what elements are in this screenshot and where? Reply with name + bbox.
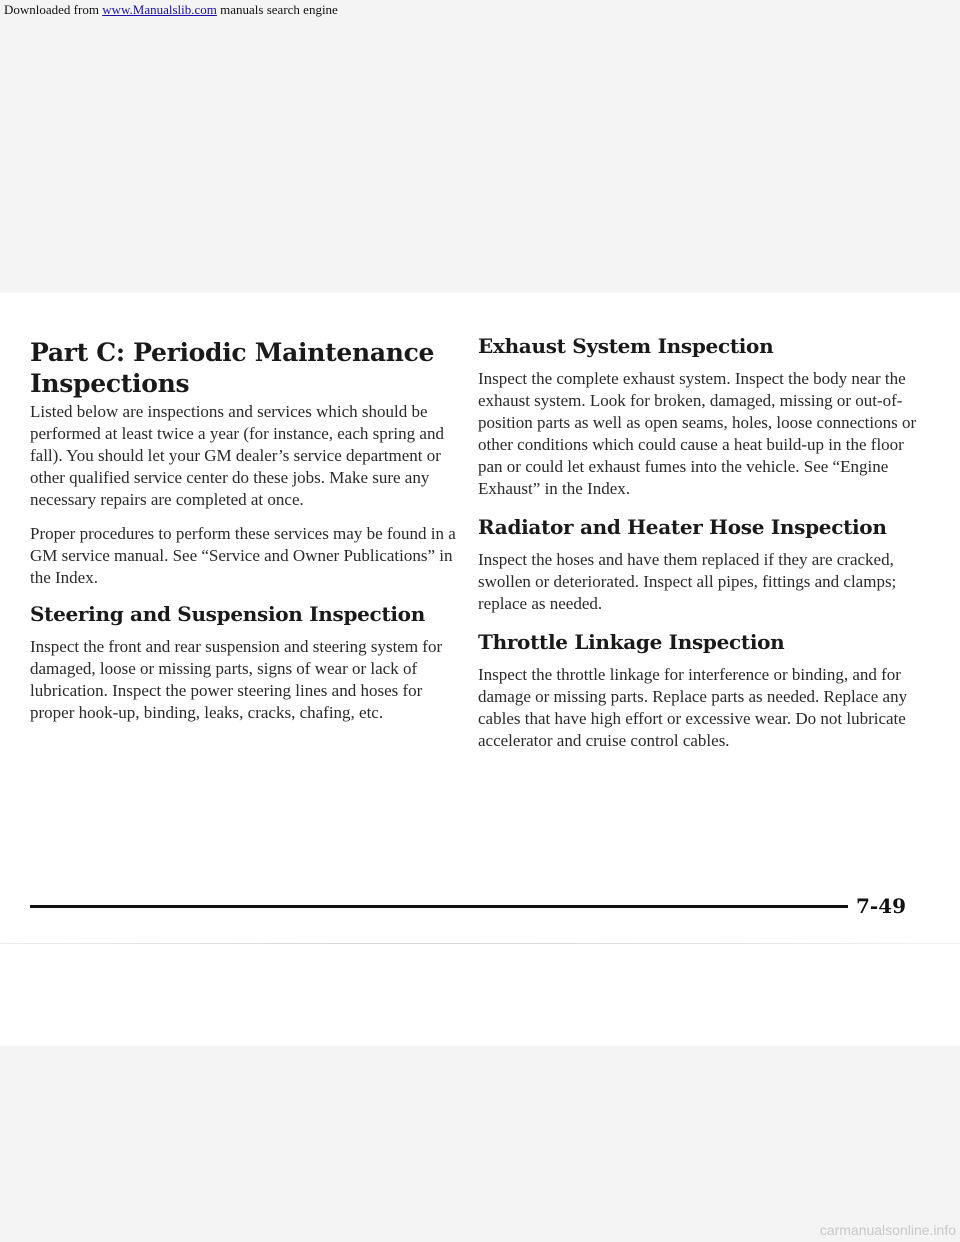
- throttle-section-body: Inspect the throttle linkage for interference or binding, and for damage or missing parts. Replace parts as needed. Replace any cables that have high effort or excessive wear. Do not lubricate accelerator and cruise control cables.: [478, 665, 908, 750]
- part-title: Part C: Periodic Maintenance Inspections: [30, 338, 435, 398]
- intro-paragraph-2: Proper procedures to perform these services may be found in a GM service manual. See “Service and Owner Publications” in the Index.: [30, 524, 456, 587]
- steering-section-title: Steering and Suspension Inspection: [30, 602, 425, 626]
- footer-rule: [30, 905, 848, 908]
- download-banner: [0, 0, 960, 20]
- throttle-section-title: Throttle Linkage Inspection: [478, 630, 785, 654]
- steering-section-body: Inspect the front and rear suspension and steering system for damaged, loose or missing parts, signs of wear or lack of lubrication. Inspect the power steering lines and hoses for proper hook-up, binding, leaks, cracks, chafing, etc.: [30, 637, 443, 722]
- exhaust-section-body: Inspect the complete exhaust system. Inspect the body near the exhaust system. Look for broken, damaged, missing or out-of-position parts as well as open seams, holes, loose connections or other conditions which could cause a heat build-up in the floor pan or could let exhaust fumes into the vehicle. See “Engine Exhaust” in the Index.: [478, 369, 917, 498]
- intro-paragraph-1: Listed below are inspections and services which should be performed at least twice a year (for instance, each spring and fall). You should let your GM dealer’s service department or other qualified service center do these jobs. Make sure any necessary repairs are completed at once.: [30, 402, 444, 509]
- exhaust-section-title: Exhaust System Inspection: [478, 334, 774, 358]
- page-number: 7-49: [856, 894, 907, 918]
- left-column: [30, 337, 460, 736]
- radiator-section-title: Radiator and Heater Hose Inspection: [478, 515, 887, 539]
- banner-suffix: manuals search engine: [216, 2, 338, 17]
- bottom-divider: [0, 943, 960, 944]
- banner-prefix: Downloaded from: [4, 2, 103, 17]
- manual-page: [0, 293, 960, 1046]
- watermark-text: carmanualsonline.info: [819, 1222, 956, 1238]
- manualslib-link[interactable]: www.Manualslib.com: [102, 2, 217, 17]
- right-column: [478, 333, 928, 766]
- radiator-section-body: Inspect the hoses and have them replaced if they are cracked, swollen or deteriorated. Inspect all pipes, fittings and clamps; replace as needed.: [478, 550, 897, 613]
